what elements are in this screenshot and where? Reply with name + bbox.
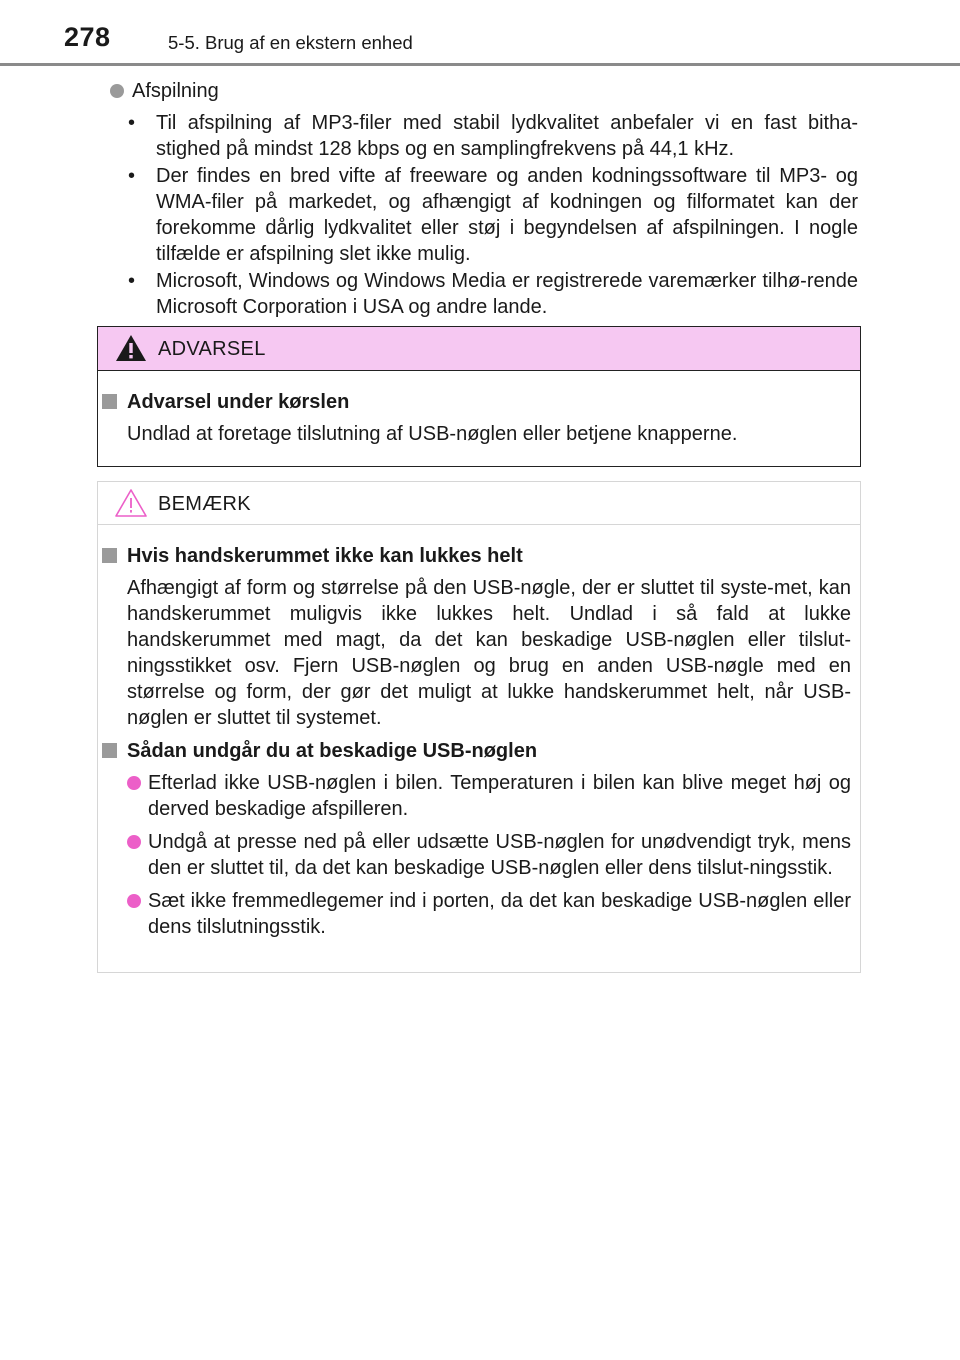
notice-section-title-text: Hvis handskerummet ikke kan lukkes helt [127, 545, 523, 567]
bullet-circle-icon [110, 84, 124, 98]
warning-box [97, 326, 861, 467]
notice-body [98, 525, 860, 940]
section-square-icon [102, 548, 117, 563]
notice-section-glovebox [102, 543, 851, 731]
notice-label: BEMÆRK [158, 493, 251, 515]
list-item-text: Til afspilning af MP3-filer med stabil lydkvalitet anbefaler vi en fast bitha-stighed på mindst 128 kbps og en samplingfrekvens på 44,1 kHz. [156, 112, 858, 160]
warning-header [98, 327, 860, 371]
bullet-dot-icon: • [128, 270, 136, 292]
bullet-circle-icon [127, 776, 141, 790]
section-square-icon [102, 394, 117, 409]
warning-text: Undlad at foretage tilslutning af USB-nøglen eller betjene knapperne. [127, 423, 738, 445]
notice-section-title [102, 543, 851, 569]
notice-section-text: Afhængigt af form og størrelse på den USB-nøgle, der er sluttet til syste-met, kan handskerummet muligvis ikke lukkes helt. Undlad i så fald at lukke handskerummet med magt, da det kan beskadige USB-nøglen eller tilslut-ningsstikket osv. Fjern USB-nøglen og brug en anden USB-nøgle med en størrelse og form, der gør det muligt at lukke handskerummet helt, når USB-nøglen er sluttet til systemet. [127, 577, 851, 729]
warning-label: ADVARSEL [158, 338, 266, 360]
warning-triangle-icon [115, 333, 147, 363]
list-item-text: Der findes en bred vifte af freeware og anden kodningssoftware til MP3- og WMA-filer på markedet, og afhængigt af kodningen og filformatet kan der forekomme dårlig lydkvalitet eller støj i begyndelsen af afspilningen. I nogle tilfælde er afspilning slet ikke mulig. [156, 165, 858, 265]
bullet-circle-icon [127, 835, 141, 849]
chapter-title: 5-5. Brug af en ekstern enhed [168, 32, 413, 53]
playback-section [110, 78, 858, 321]
list-item-text: Sæt ikke fremmedlegemer ind i porten, da det kan beskadige USB-nøglen eller dens tilslutningsstik. [148, 890, 851, 938]
list-item-text: Undgå at presse ned på eller udsætte USB-nøglen for unødvendigt tryk, mens den er sluttet til, da det kan beskadige USB-nøglen eller dens tilslut-ningsstik. [148, 831, 851, 879]
list-item [110, 268, 858, 320]
notice-section-usb-damage [102, 738, 851, 940]
list-item-text: Efterlad ikke USB-nøglen i bilen. Temperaturen i bilen kan blive meget høj og derved beskadige afspilleren. [148, 772, 851, 820]
list-item [102, 770, 851, 822]
page-header [0, 0, 960, 66]
warning-title-text: Advarsel under kørslen [127, 391, 350, 413]
playback-heading [110, 78, 858, 104]
list-item [110, 163, 858, 267]
header-divider [0, 63, 960, 66]
caution-triangle-icon [115, 488, 147, 518]
playback-list [110, 110, 858, 320]
notice-box [97, 481, 861, 973]
section-square-icon [102, 743, 117, 758]
bullet-circle-icon [127, 894, 141, 908]
notice-header [98, 482, 860, 525]
bullet-dot-icon: • [128, 112, 136, 134]
page-number: 278 [64, 22, 111, 52]
list-item [102, 888, 851, 940]
bullet-dot-icon: • [128, 165, 136, 187]
warning-title [102, 389, 851, 415]
warning-body [98, 371, 860, 447]
notice-section-title [102, 738, 851, 764]
playback-heading-text: Afspilning [132, 80, 219, 102]
notice-section-title-text: Sådan undgår du at beskadige USB-nøglen [127, 740, 538, 762]
list-item [110, 110, 858, 162]
list-item-text: Microsoft, Windows og Windows Media er registrerede varemærker tilhø-rende Microsoft Corporation i USA og andre lande. [156, 270, 858, 318]
list-item [102, 829, 851, 881]
